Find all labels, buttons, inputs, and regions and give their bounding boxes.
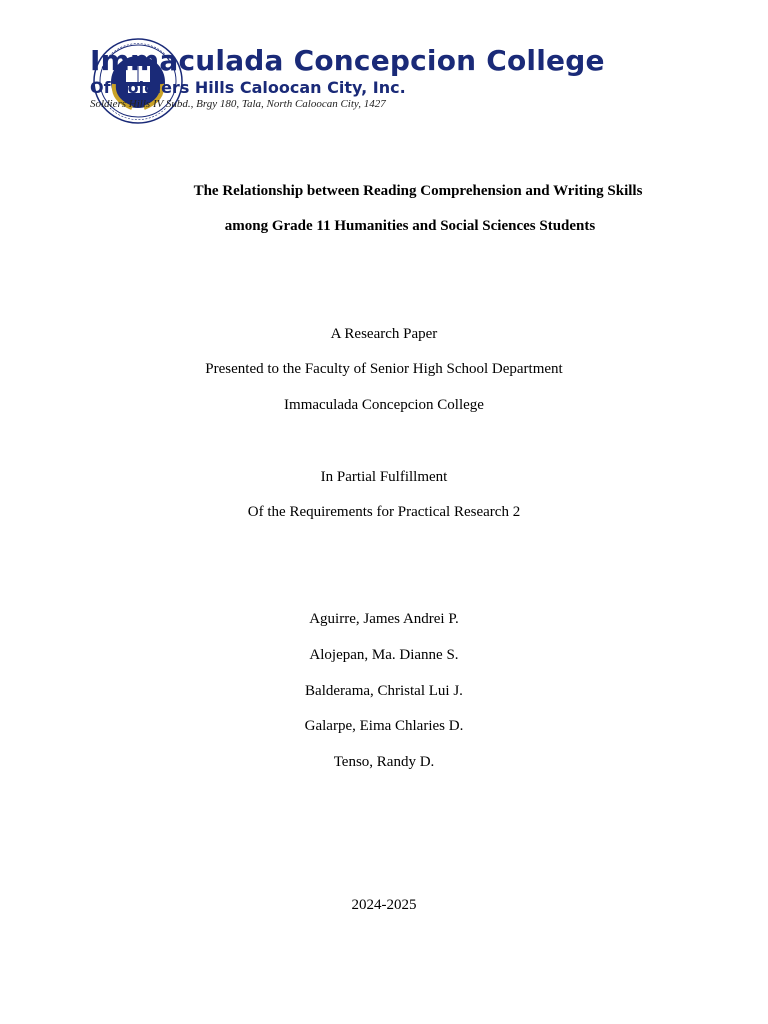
partial-fulfillment: In Partial Fulfillment (320, 469, 448, 485)
author-name: Alojepan, Ma. Dianne S. (309, 647, 459, 663)
author-name: Aguirre, James Andrei P. (309, 611, 459, 627)
author-name: Galarpe, Eima Chlaries D. (304, 718, 464, 734)
institution-name: Immaculada Concepcion College (284, 397, 484, 413)
college-name: Immaculada Concepcion College (90, 44, 605, 77)
author-name: Tenso, Randy D. (333, 754, 435, 770)
college-subtitle: Of Soldiers Hills Caloocan City, Inc. (90, 78, 406, 97)
paper-title-line-2: among Grade 11 Humanities and Social Sciences Students (224, 218, 596, 234)
paper-title-line-1: The Relationship between Reading Comprehension and Writing Skills (193, 183, 643, 199)
presented-to: Presented to the Faculty of Senior High School Department (205, 361, 563, 377)
school-year: 2024-2025 (351, 897, 417, 913)
college-address: Soldiers Hills IV Subd., Brgy 180, Tala, North Caloocan City, 1427 (90, 98, 386, 110)
author-name: Balderama, Christal Lui J. (305, 683, 463, 699)
document-type: A Research Paper (330, 326, 438, 342)
requirement-line: Of the Requirements for Practical Research 2 (247, 504, 521, 520)
